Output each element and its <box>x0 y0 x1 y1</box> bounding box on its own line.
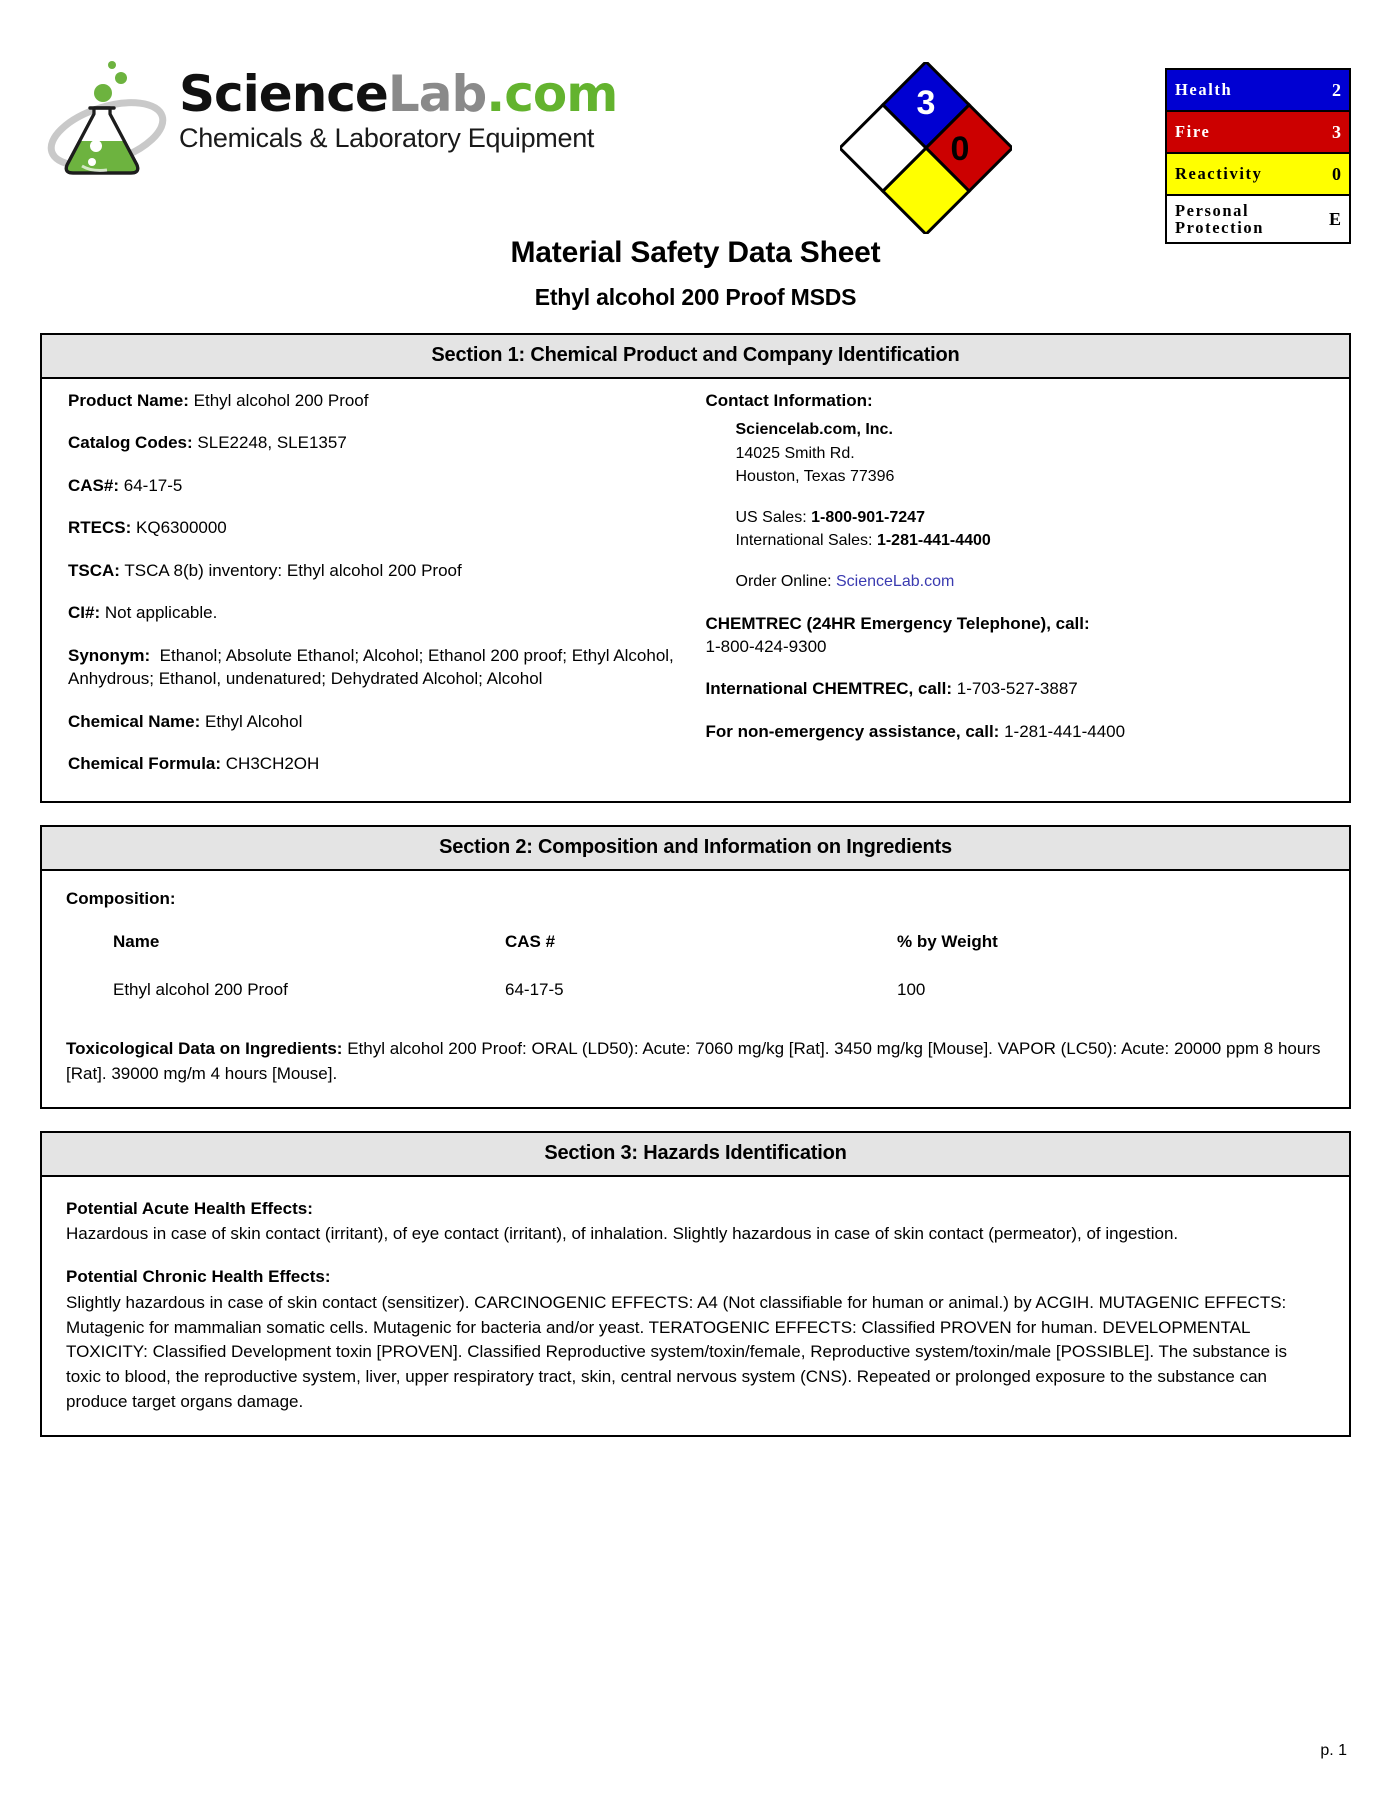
field-chemical-name-value: Ethyl Alcohol <box>205 711 303 731</box>
order-online-label: Order Online: <box>735 573 832 591</box>
field-chemical-name <box>68 710 696 733</box>
hmis-value-health: 2 <box>1332 79 1341 100</box>
field-product-name <box>68 389 696 412</box>
table-header-row <box>112 929 1371 977</box>
section-1-right-column <box>696 389 1350 795</box>
international-chemtrec-label: International CHEMTREC, call: <box>705 679 953 699</box>
cell-ingredient-weight: 100 <box>897 979 926 999</box>
flask-icon <box>45 48 175 178</box>
acute-health-effects-text: Hazardous in case of skin contact (irritant), of eye contact (irritant), of inhalation. Slightly hazardous in case of skin contact (permeator), of ingestion. <box>66 1224 1179 1244</box>
hmis-value-personal-protection: E <box>1328 208 1341 229</box>
acute-health-effects-label: Potential Acute Health Effects: <box>66 1198 313 1218</box>
hmis-label-fire: Fire <box>1175 122 1211 141</box>
page-title: Material Safety Data Sheet <box>510 236 881 269</box>
company-address-line-2: Houston, Texas 77396 <box>735 467 895 485</box>
sales-phone-block <box>706 506 1350 552</box>
hmis-label-health: Health <box>1175 80 1233 99</box>
international-chemtrec-block <box>706 677 1350 700</box>
chemtrec-block <box>706 612 1350 659</box>
document-header <box>40 0 1351 237</box>
chronic-health-effects-label: Potential Chronic Health Effects: <box>66 1267 331 1287</box>
section-2-heading: Section 2: Composition and Information on Ingredients <box>42 827 1349 871</box>
field-chemical-formula-value: CH3CH2OH <box>225 754 320 774</box>
logo-word-science: Science <box>179 65 388 123</box>
field-cas <box>68 474 696 497</box>
nfpa-reactivity-value: 0 <box>950 130 970 168</box>
field-chemical-formula <box>68 752 696 775</box>
sciencelab-website-link[interactable]: ScienceLab.com <box>836 573 955 591</box>
chemtrec-label: CHEMTREC (24HR Emergency Telephone), call: <box>705 613 1090 633</box>
toxicological-data <box>66 1037 1325 1086</box>
field-catalog-codes-label: Catalog Codes: <box>68 433 193 453</box>
us-sales-label: US Sales: <box>735 509 807 527</box>
hmis-label-reactivity: Reactivity <box>1175 164 1263 183</box>
column-header-cas: CAS # <box>505 932 556 952</box>
cell-ingredient-name: Ethyl alcohol 200 Proof <box>113 979 288 999</box>
section-3-body <box>42 1177 1349 1435</box>
hmis-row-fire <box>1167 112 1349 154</box>
international-sales-value: 1-281-441-4400 <box>876 532 991 550</box>
section-1-left-column <box>42 389 696 795</box>
hmis-value-reactivity: 0 <box>1332 163 1341 184</box>
field-tsca-value: TSCA 8(b) inventory: Ethyl alcohol 200 Proof <box>124 560 462 580</box>
nfpa-fire-value: 3 <box>916 84 936 122</box>
column-header-name: Name <box>113 932 160 952</box>
field-synonym <box>68 644 696 691</box>
hmis-ratings-table <box>1165 68 1351 244</box>
column-header-weight: % by Weight <box>897 932 998 952</box>
field-synonym-value: Ethanol; Absolute Ethanol; Alcohol; Ethanol 200 proof; Ethyl Alcohol, Anhydrous; Ethanol, undenatured; Dehydrated Alcohol; Alcohol <box>68 645 674 689</box>
field-ci-label: CI#: <box>68 603 101 623</box>
international-sales-label: International Sales: <box>735 532 873 550</box>
company-address-block <box>706 418 1350 488</box>
company-address-line-1: 14025 Smith Rd. <box>735 444 855 462</box>
field-chemical-formula-label: Chemical Formula: <box>68 754 222 774</box>
us-sales-line <box>736 506 1350 529</box>
chronic-health-effects-text: Slightly hazardous in case of skin contact (sensitizer). CARCINOGENIC EFFECTS: A4 (Not classifiable for human or animal.) by ACGIH. MUTAGENIC EFFECTS: Mutagenic for mammalian somatic cells. Mutagenic for bacteria and/or yeast. TERATOGENIC EFFECTS: Classified PROVEN for human. DEVELOPMENTAL TOXICITY: Classified Development toxin [PROVEN]. Classified Reproductive system/toxin/female, Reproductive system/toxin/male [POSSIBLE]. The substance is toxic to blood, the reproductive system, liver, upper respiratory tract, skin, central nervous system (CNS). Repeated or prolonged exposure to the substance can produce target organs damage. <box>66 1292 1288 1412</box>
section-2-body <box>42 871 1349 1107</box>
field-cas-label: CAS#: <box>68 475 120 495</box>
page-number: p. 1 <box>1320 1742 1347 1759</box>
field-rtecs-value: KQ6300000 <box>136 518 227 538</box>
field-ci <box>68 601 696 624</box>
composition-label: Composition: <box>66 888 176 908</box>
hmis-row-reactivity <box>1167 154 1349 196</box>
nfpa-health-value: 2 <box>882 130 902 168</box>
section-1 <box>40 333 1351 803</box>
hmis-value-fire: 3 <box>1332 121 1341 142</box>
non-emergency-block <box>706 720 1350 743</box>
field-catalog-codes-value: SLE2248, SLE1357 <box>197 433 347 453</box>
pp-line1: Personal <box>1175 200 1250 220</box>
section-3 <box>40 1131 1351 1437</box>
field-catalog-codes <box>68 431 696 454</box>
hmis-row-personal-protection <box>1167 196 1349 242</box>
field-rtecs-label: RTECS: <box>68 518 132 538</box>
chemtrec-value: 1-800-424-9300 <box>705 637 827 657</box>
international-chemtrec-value: 1-703-527-3887 <box>956 679 1078 699</box>
field-product-name-label: Product Name: <box>68 391 189 410</box>
section-1-heading: Section 1: Chemical Product and Company Identification <box>42 335 1349 379</box>
company-name: Sciencelab.com, Inc. <box>735 421 893 439</box>
field-tsca <box>68 559 696 582</box>
hmis-label-personal-protection <box>1175 202 1264 237</box>
toxicological-data-value: Ethyl alcohol 200 Proof: ORAL (LD50): Acute: 7060 mg/kg [Rat]. 3450 mg/kg [Mouse]. VAPOR (LC50): Acute: 20000 ppm 8 hours [Rat]. 39000 mg/m 4 hours [Mouse]. <box>66 1039 1321 1084</box>
cell-ingredient-cas: 64-17-5 <box>505 979 564 999</box>
nfpa-diamond <box>840 62 1012 234</box>
international-sales-line <box>736 529 1350 552</box>
field-product-name-value: Ethyl alcohol 200 Proof <box>193 391 369 410</box>
section-1-body <box>42 379 1349 801</box>
section-2 <box>40 825 1351 1109</box>
logo-word-lab: Lab <box>387 65 487 123</box>
field-ci-value: Not applicable. <box>104 603 218 623</box>
field-cas-value: 64-17-5 <box>123 475 183 495</box>
logo-word-dotcom: .com <box>486 65 618 123</box>
logo-tagline: Chemicals & Laboratory Equipment <box>179 123 595 153</box>
logo-wordmark <box>179 48 617 154</box>
page-subtitle: Ethyl alcohol 200 Proof MSDS <box>534 284 857 310</box>
toxicological-data-label: Toxicological Data on Ingredients: <box>66 1039 343 1059</box>
non-emergency-label: For non-emergency assistance, call: <box>705 721 1000 741</box>
contact-heading-label: Contact Information: <box>705 391 873 410</box>
us-sales-value: 1-800-901-7247 <box>811 509 925 527</box>
section-3-heading: Section 3: Hazards Identification <box>42 1133 1349 1177</box>
hmis-row-health <box>1167 70 1349 112</box>
field-synonym-label: Synonym: <box>68 645 151 665</box>
order-online-block <box>706 570 1350 593</box>
contact-heading <box>706 389 1350 412</box>
field-rtecs <box>68 516 696 539</box>
non-emergency-value: 1-281-441-4400 <box>1004 721 1126 741</box>
field-chemical-name-label: Chemical Name: <box>68 711 201 731</box>
sciencelab-logo <box>45 48 617 178</box>
composition-table <box>112 929 1371 1003</box>
pp-line2: Protection <box>1175 218 1265 237</box>
table-row <box>112 977 1371 1004</box>
field-tsca-label: TSCA: <box>68 560 120 580</box>
